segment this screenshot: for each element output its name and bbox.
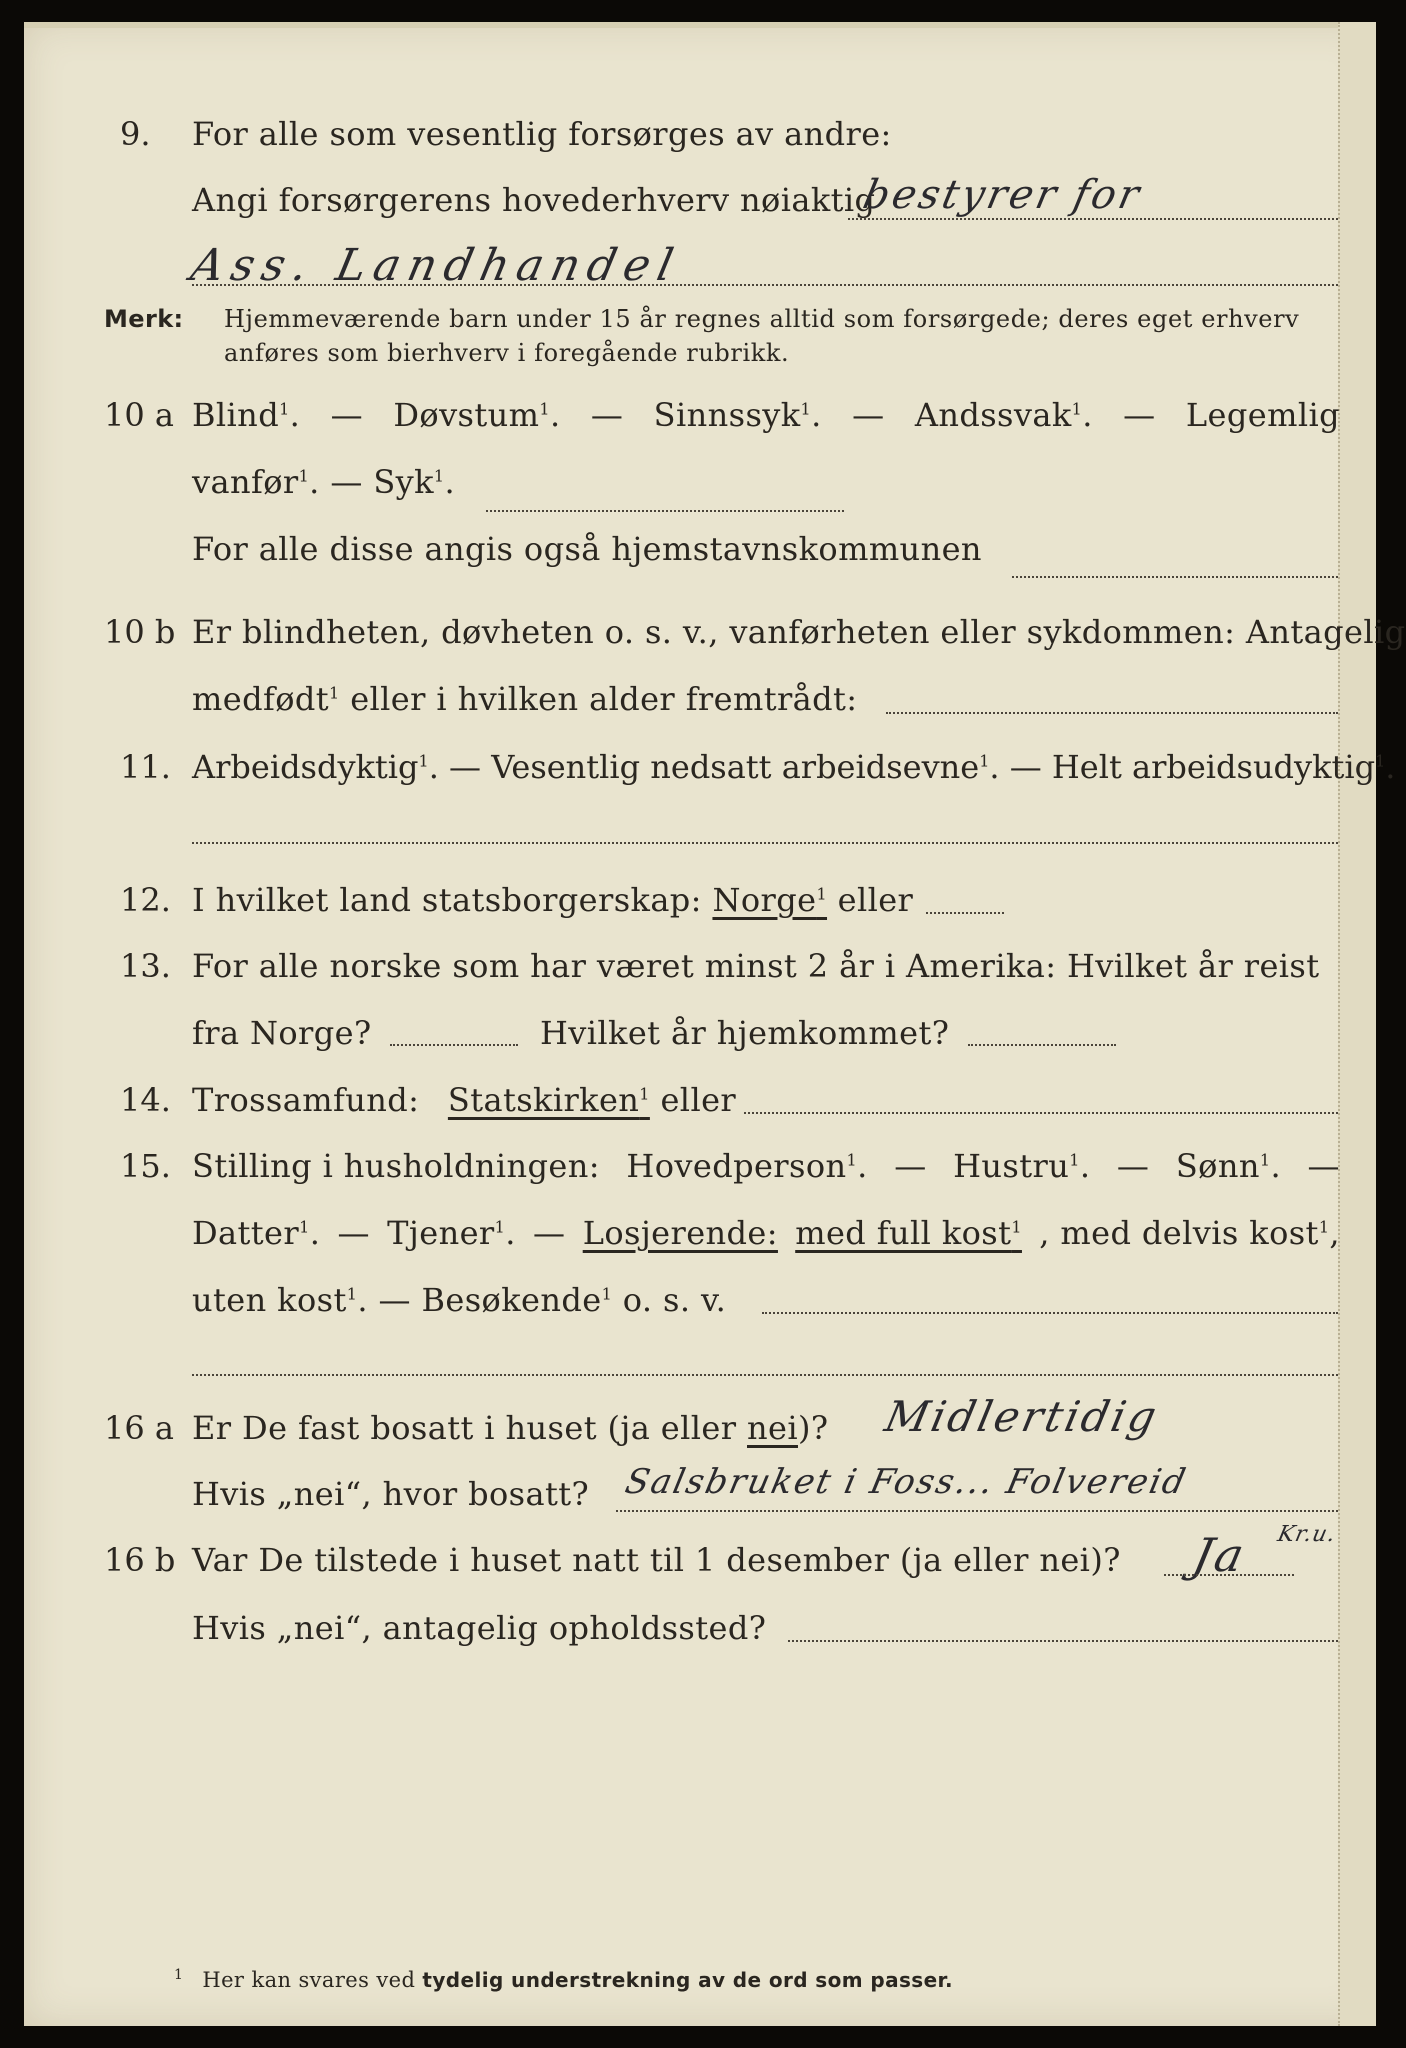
q15-med-delvis-kost-option: , med delvis kost$^1$, — [1039, 1214, 1340, 1252]
footnote-text: Her kan svares ved — [202, 1968, 416, 1992]
q11-number: 11. — [120, 748, 171, 786]
q11-udyktig-option: Helt arbeidsudyktig$^1$. — [1051, 748, 1396, 786]
q16a-line1 — [192, 1408, 828, 1448]
q15-number: 15. — [120, 1147, 171, 1185]
page-top-edge — [24, 22, 1376, 28]
q15-uten-kost-option: uten kost$^1$. — [192, 1281, 368, 1319]
q15-hovedperson-option: Hovedperson$^1$. — [626, 1147, 868, 1185]
footnote-bold-text: tydelig understrekning av de ord som passer. — [422, 1968, 953, 1992]
q15-line2 — [192, 1213, 1340, 1253]
q12-norge-option: Norge$^1$ — [712, 881, 828, 919]
q11-dash: — — [449, 748, 482, 786]
q15-datter-option: Datter$^1$. — [192, 1214, 321, 1252]
q13-line2b: Hvilket år hjemkommet? — [540, 1014, 950, 1052]
merk-label: Merk: — [104, 305, 184, 333]
q10a-andssvak-option: Andssvak$^1$. — [914, 396, 1093, 434]
q10a-syk-option: Syk$^1$. — [373, 463, 456, 501]
q16b-number: 16 b — [104, 1541, 176, 1579]
q10b-answer-line — [886, 712, 1338, 714]
q10a-dash: — — [1123, 396, 1156, 434]
q15-sonn-option: Sønn$^1$. — [1175, 1147, 1282, 1185]
q16a-nei-option: nei — [747, 1409, 798, 1447]
q15-osv: o. s. v. — [622, 1281, 727, 1319]
q10b-line1: Er blindheten, døvheten o. s. v., vanførheten eller sykdommen: Antagelig — [192, 613, 1406, 651]
q10b-line2-rest: eller i hvilken alder fremtrådt: — [350, 680, 858, 718]
footnote — [174, 1966, 953, 1994]
q14-number: 14. — [120, 1081, 171, 1119]
q14-label: Trossamfund: — [192, 1081, 420, 1119]
q9-line1: For alle som vesentlig forsørges av andre: — [192, 115, 892, 153]
q10a-dash: — — [590, 396, 624, 434]
q16b-opholdssted-line — [788, 1640, 1338, 1642]
q11-nedsatt-option: Vesentlig nedsatt arbeidsevne$^1$. — [491, 748, 1000, 786]
q15-besokende-option: Besøkende$^1$ — [421, 1281, 613, 1319]
q9-number: 9. — [120, 115, 151, 153]
q16a-answer-line — [616, 1510, 1338, 1512]
q16b-handwritten-note: Kr.u. — [1275, 1522, 1339, 1547]
q10a-syk-line — [486, 510, 844, 512]
q16a-question-mark: )? — [797, 1409, 829, 1447]
q9-answer-line-2 — [192, 284, 1338, 286]
q10a-vanfor-option: vanfør$^1$. — [192, 463, 320, 501]
q11-arbeidsdyktig-option: Arbeidsdyktig$^1$. — [192, 748, 439, 786]
q10a-sinnssyk-option: Sinnssyk$^1$. — [653, 396, 822, 434]
q13-number: 13. — [120, 947, 171, 985]
q16a-line2: Hvis „nei“, hvor bosatt? — [192, 1475, 590, 1513]
q15-dash: — — [1116, 1147, 1150, 1185]
q12-eller: eller — [837, 881, 914, 919]
q13-reist-line — [390, 1044, 518, 1046]
q13-line1: For alle norske som har været minst 2 år i Amerika: Hvilket år reist — [192, 947, 1320, 985]
q15-hustru-option: Hustru$^1$. — [953, 1147, 1091, 1185]
q9-handwritten-answer-2: Ass. Landhandel — [186, 240, 686, 291]
q9-line2-label: Angi forsørgerens hovederhverv nøiaktig — [192, 181, 876, 219]
q10a-dash: — — [852, 396, 885, 434]
q11-line — [192, 747, 1395, 787]
q12-answer-line — [926, 912, 1004, 914]
q13-line2a: fra Norge? — [192, 1014, 372, 1052]
q16a-handwritten-answer-1: Midlertidig — [880, 1392, 1164, 1441]
q15-dash: — — [894, 1147, 927, 1185]
q10a-line3: For alle disse angis også hjemstavnskommunen — [192, 530, 982, 568]
q15-label: Stilling i husholdningen: — [192, 1147, 600, 1185]
q9-answer-line-1 — [848, 218, 1338, 220]
q15-tjener-option: Tjener$^1$. — [387, 1214, 516, 1252]
q15-med-full-kost-option: med full kost$^1$ — [795, 1214, 1022, 1252]
q14-answer-line — [744, 1112, 1338, 1114]
footnote-mark: 1 — [174, 1967, 184, 1983]
q15-answer-line-1 — [762, 1312, 1338, 1314]
q13-hjemkommet-line — [968, 1044, 1116, 1046]
merk-line1: Hjemmeværende barn under 15 år regnes alltid som forsørgede; deres eget erhverv — [224, 305, 1300, 333]
q12-line — [192, 880, 913, 920]
q9-handwritten-answer-1: bestyrer for — [859, 172, 1147, 218]
q16b-line1: Var De tilstede i huset natt til 1 desember (ja eller nei)? — [192, 1541, 1121, 1579]
q16b-answer-line — [1164, 1574, 1294, 1576]
q16a-handwritten-answer-2: Salsbruket i Foss... Folvereid — [621, 1462, 1191, 1502]
q10a-legemlig-word: Legemlig — [1185, 396, 1340, 434]
q14-statskirken-option: Statskirken$^1$ — [447, 1081, 650, 1119]
q11-answer-line — [192, 842, 1338, 844]
q10a-hjemstavn-line — [1012, 576, 1338, 578]
q10a-dash: — — [330, 396, 363, 434]
page-right-edge — [1338, 22, 1376, 2026]
q11-dash: — — [1009, 748, 1042, 786]
q12-number: 12. — [120, 881, 171, 919]
q15-dash: — — [337, 1214, 370, 1252]
q16a-number: 16 a — [104, 1409, 174, 1447]
q10a-dash: — — [330, 463, 363, 501]
q15-answer-line-2 — [192, 1374, 1338, 1376]
census-form-page — [24, 22, 1406, 2026]
q10b-line2 — [192, 679, 857, 719]
q15-line1 — [192, 1146, 1340, 1186]
q10a-dovstum-option: Døvstum$^1$. — [393, 396, 561, 434]
q15-losjerende-option: Losjerende: — [582, 1214, 778, 1252]
q10a-line1 — [192, 395, 1340, 435]
q10a-line2 — [192, 462, 455, 502]
q15-line3 — [192, 1280, 726, 1320]
q16a-line1-text: Er De fast bosatt i huset (ja eller — [192, 1409, 737, 1447]
q15-dash: — — [533, 1214, 566, 1252]
q10a-number: 10 a — [104, 396, 174, 434]
q14-line — [192, 1080, 736, 1120]
q14-eller: eller — [660, 1081, 737, 1119]
q15-dash: — — [378, 1281, 411, 1319]
merk-line2: anføres som bierhverv i foregående rubrikk. — [224, 339, 790, 367]
q10a-blind-option: Blind$^1$. — [192, 396, 301, 434]
q15-dash: — — [1307, 1147, 1340, 1185]
q10b-number: 10 b — [104, 613, 176, 651]
q10b-medfodt-option: medfødt$^1$ — [192, 680, 340, 718]
q12-label: I hvilket land statsborgerskap: — [192, 881, 702, 919]
q16b-handwritten-answer: Ja — [1188, 1528, 1252, 1582]
q16b-line2: Hvis „nei“, antagelig opholdssted? — [192, 1609, 767, 1647]
